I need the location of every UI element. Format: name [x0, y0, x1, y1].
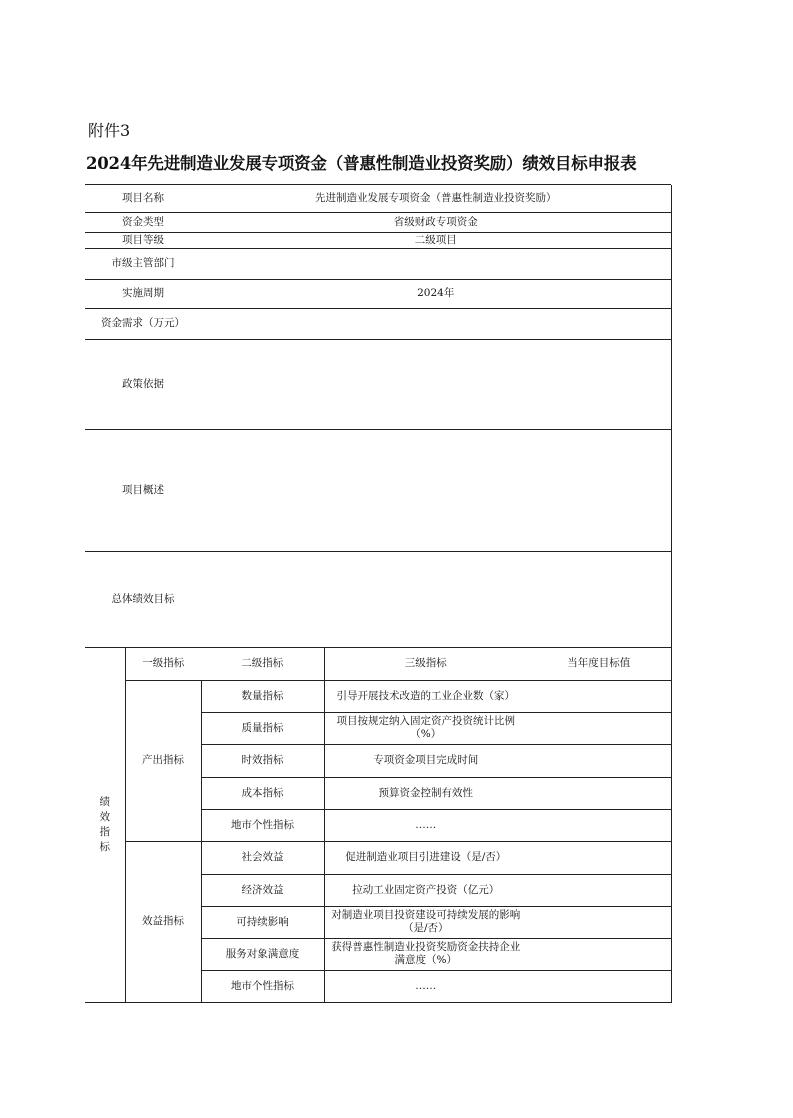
level3-cell: 预算资金控制有效性	[324, 777, 527, 809]
level2-cell: 经济效益	[201, 874, 324, 906]
target-cell	[527, 874, 671, 906]
level2-cell: 可持续影响	[201, 906, 324, 938]
level3-cell: 专项资金项目完成时间	[324, 744, 527, 777]
attachment-label: 附件3	[88, 121, 131, 140]
row-dept	[85, 248, 671, 279]
target-cell	[527, 970, 671, 1002]
target-cell	[527, 712, 671, 744]
project-name-label: 项目名称	[122, 191, 164, 204]
indicator-row	[85, 680, 671, 712]
target-cell	[527, 777, 671, 809]
row-project-name	[85, 185, 671, 212]
project-level-value: 二级项目	[201, 232, 671, 248]
level2-cell: 质量指标	[201, 712, 324, 744]
dept-label: 市级主管部门	[111, 257, 175, 269]
indicator-header-row	[85, 647, 671, 680]
level3-cell: 拉动工业固定资产投资（亿元）	[324, 874, 527, 906]
row-period	[85, 279, 671, 308]
target-cell	[527, 809, 671, 841]
fund-type-value: 省级财政专项资金	[201, 212, 671, 232]
policy-label: 政策依据	[122, 377, 164, 390]
level3-cell: ……	[324, 809, 527, 841]
target-cell	[527, 938, 671, 970]
fund-type-label: 资金类型	[122, 215, 164, 228]
goal-label: 总体绩效目标	[111, 592, 175, 605]
dept-value	[201, 248, 671, 279]
header-level3: 三级指标	[324, 647, 527, 680]
project-level-label: 项目等级	[122, 233, 164, 246]
goal-value	[201, 551, 671, 647]
level2-cell: 数量指标	[201, 680, 324, 712]
indicator-side-label: 绩 效 指 标	[85, 647, 125, 1002]
level3-cell: 引导开展技术改造的工业企业数（家）	[324, 680, 527, 712]
level2-cell: 地市个性指标	[201, 970, 324, 1002]
project-name-value: 先进制造业发展专项资金（普惠性制造业投资奖励）	[201, 185, 671, 212]
level3-cell: 促进制造业项目引进建设（是/否）	[324, 841, 527, 874]
level2-cell: 地市个性指标	[201, 809, 324, 841]
performance-target-table	[85, 185, 672, 1003]
level2-cell: 社会效益	[201, 841, 324, 874]
level2-cell: 时效指标	[201, 744, 324, 777]
header-target: 当年度目标值	[527, 647, 671, 680]
level2-cell: 服务对象满意度	[201, 938, 324, 970]
policy-value	[201, 339, 671, 429]
row-fund-type	[85, 212, 671, 232]
period-value: 2024年	[201, 279, 671, 308]
header-level1: 一级指标	[125, 647, 201, 680]
group-label-output: 产出指标	[125, 680, 201, 841]
target-cell	[527, 841, 671, 874]
level3-cell: 项目按规定纳入固定资产投资统计比例（%）	[324, 712, 527, 744]
overview-label: 项目概述	[122, 483, 164, 496]
page-title: 2024年先进制造业发展专项资金（普惠性制造业投资奖励）绩效目标申报表	[86, 154, 637, 173]
target-cell	[527, 680, 671, 712]
group-label-benefit: 效益指标	[125, 841, 201, 1002]
row-policy	[85, 339, 671, 429]
level3-cell: 对制造业项目投资建设可持续发展的影响（是/否）	[324, 906, 527, 938]
header-level2: 二级指标	[201, 647, 324, 680]
period-label: 实施周期	[122, 287, 164, 299]
target-cell	[527, 906, 671, 938]
row-goal	[85, 551, 671, 647]
level3-cell: ……	[324, 970, 527, 1002]
row-project-level	[85, 232, 671, 248]
overview-value	[201, 429, 671, 551]
demand-value	[201, 308, 671, 339]
row-overview	[85, 429, 671, 551]
level3-cell: 获得普惠性制造业投资奖励资金扶持企业满意度（%）	[324, 938, 527, 970]
demand-label: 资金需求（万元）	[101, 317, 185, 329]
row-demand	[85, 308, 671, 339]
target-cell	[527, 744, 671, 777]
level2-cell: 成本指标	[201, 777, 324, 809]
indicator-row	[85, 841, 671, 874]
